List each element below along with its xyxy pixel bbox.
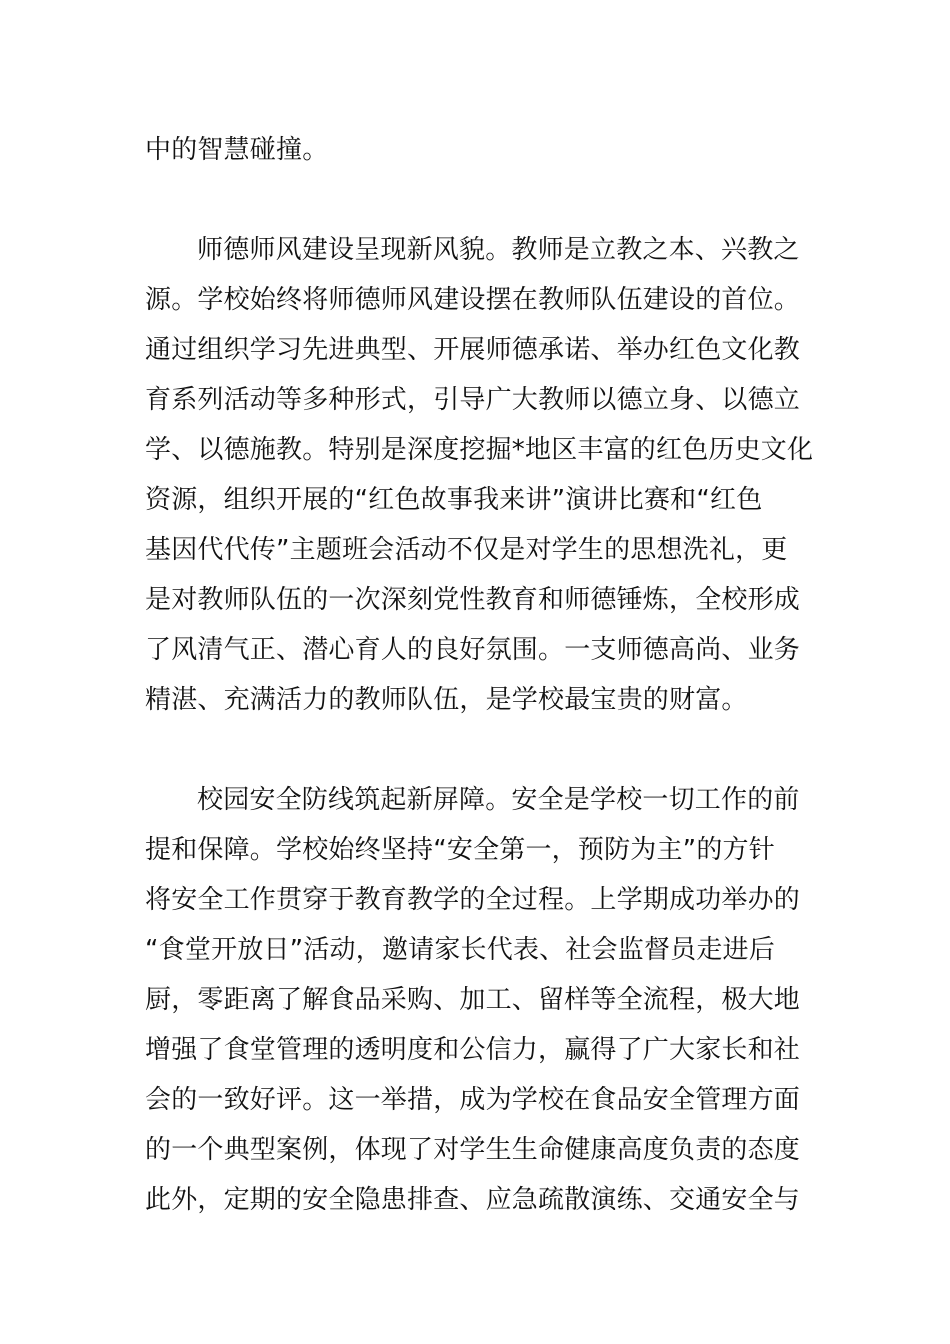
paragraph-2-line-9: 此外，定期的安全隐患排查、应急疏散演练、交通安全与 <box>145 1185 801 1215</box>
paragraph-2-line-7: 会的一致好评。这一举措，成为学校在食品安全管理方面 <box>145 1085 801 1115</box>
paragraph-1-line-1: 师德师风建设呈现新风貌。教师是立教之本、兴教之 <box>197 235 800 265</box>
paragraph-1-line-5: 学、以德施教。特别是深度挖掘*地区丰富的红色历史文化 <box>145 435 814 465</box>
paragraph-1-line-7: 基因代代传”主题班会活动不仅是对学生的思想洗礼，更 <box>145 535 788 565</box>
paragraph-2-line-5: 厨，零距离了解食品采购、加工、留样等全流程，极大地 <box>145 985 801 1015</box>
paragraph-2-line-3: 将安全工作贯穿于教育教学的全过程。上学期成功举办的 <box>145 885 801 915</box>
paragraph-1-line-4: 育系列活动等多种形式，引导广大教师以德立身、以德立 <box>145 385 801 415</box>
paragraph-2-line-2: 提和保障。学校始终坚持“安全第一，预防为主”的方针 <box>145 835 775 865</box>
paragraph-2-line-6: 增强了食堂管理的透明度和公信力，赢得了广大家长和社 <box>145 1035 801 1065</box>
paragraph-1-line-8: 是对教师队伍的一次深刻党性教育和师德锤炼，全校形成 <box>145 585 801 615</box>
paragraph-1-line-10: 精湛、充满活力的教师队伍，是学校最宝贵的财富。 <box>145 685 748 715</box>
paragraph-1-line-6: 资源，组织开展的“红色故事我来讲”演讲比赛和“红色 <box>145 485 763 515</box>
paragraph-2-line-4: “食堂开放日”活动，邀请家长代表、社会监督员走进后 <box>145 935 775 965</box>
paragraph-2-line-1: 校园安全防线筑起新屏障。安全是学校一切工作的前 <box>197 785 800 815</box>
paragraph-1-line-9: 了风清气正、潜心育人的良好氛围。一支师德高尚、业务 <box>145 635 801 665</box>
paragraph-continuation-line: 中的智慧碰撞。 <box>145 135 329 165</box>
paragraph-1-line-2: 源。学校始终将师德师风建设摆在教师队伍建设的首位。 <box>145 285 801 315</box>
paragraph-1-line-3: 通过组织学习先进典型、开展师德承诺、举办红色文化教 <box>145 335 801 365</box>
paragraph-2-line-8: 的一个典型案例，体现了对学生生命健康高度负责的态度 <box>145 1135 801 1165</box>
